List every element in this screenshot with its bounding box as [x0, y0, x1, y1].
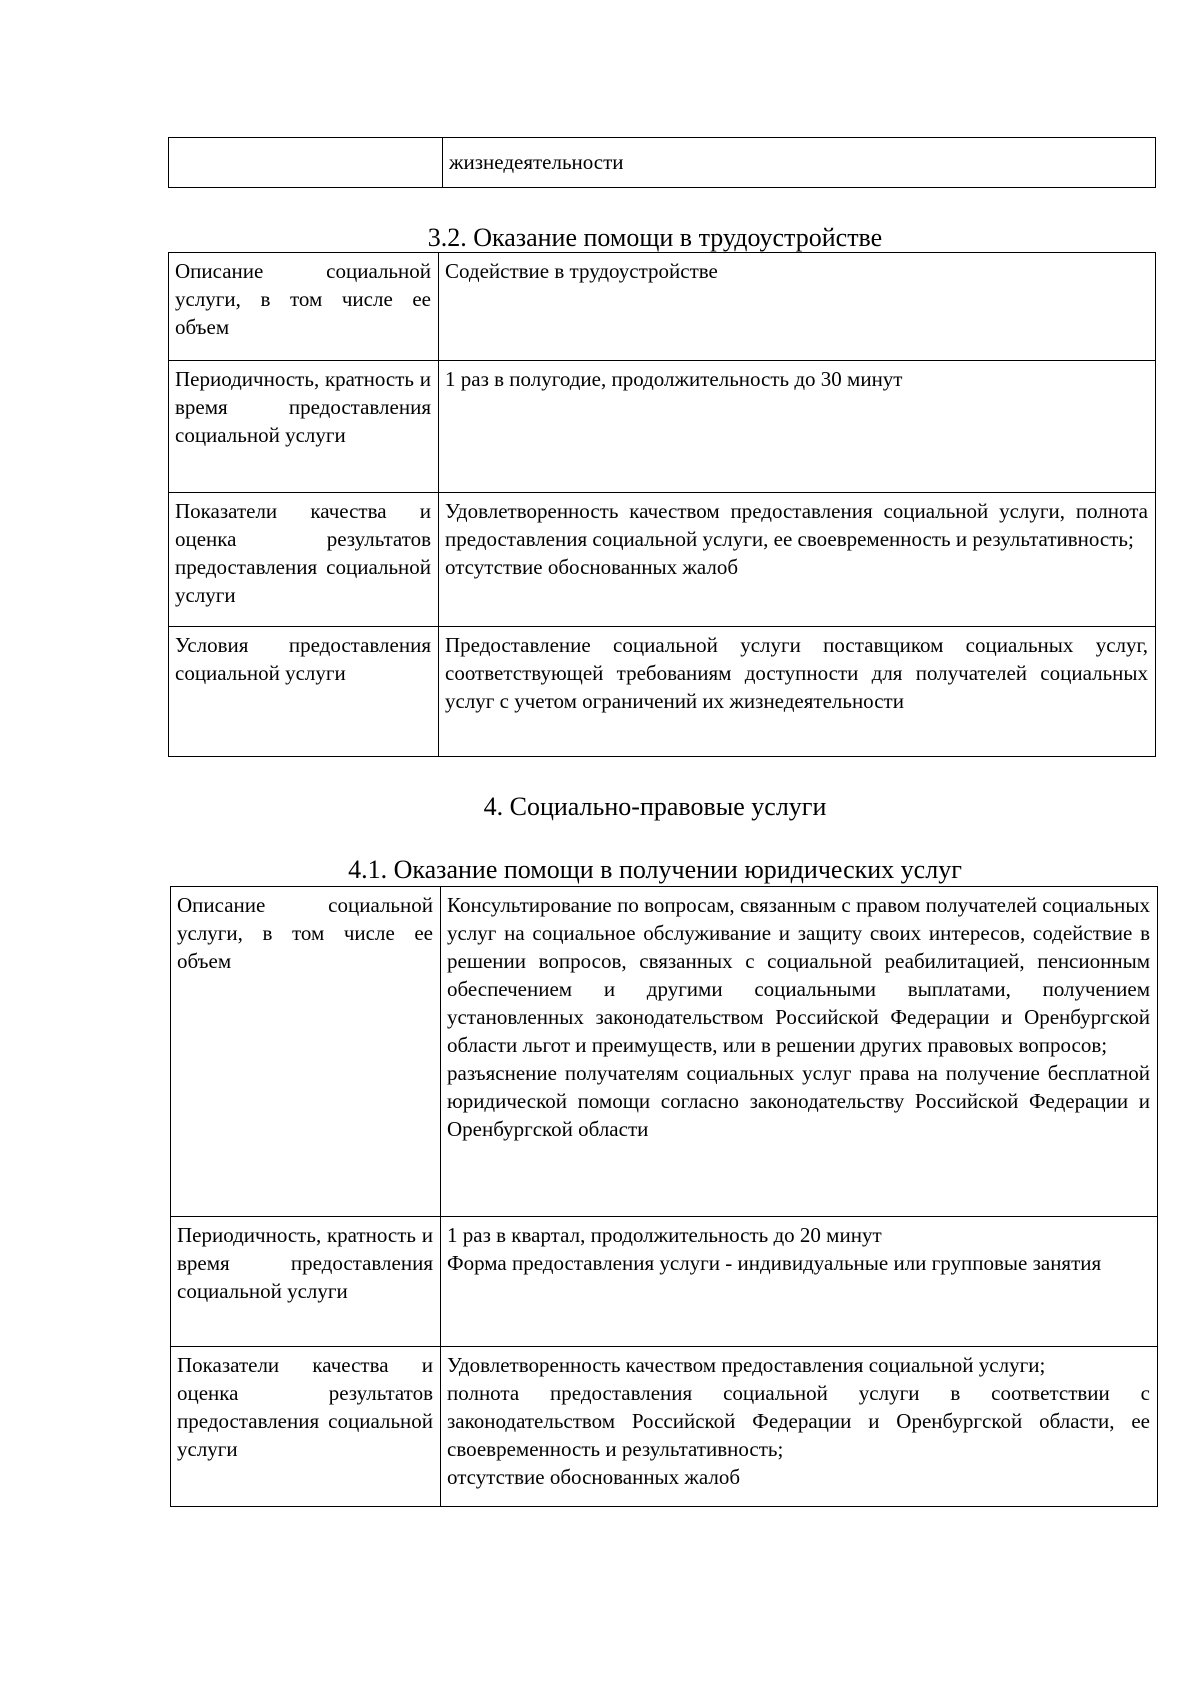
row-label: Периодичность, кратность и время предоставления социальной услуги: [169, 361, 439, 493]
row-label: Условия предоставления социальной услуги: [169, 627, 439, 757]
row-value: 1 раз в квартал, продолжительность до 20 минут Форма предоставления услуги - индивидуальные или групповые занятия: [441, 1217, 1158, 1347]
section-3-2-table: [168, 252, 1156, 757]
row-value: Содействие в трудоустройстве: [439, 253, 1156, 361]
section-4-title: 4. Социально-правовые услуги: [483, 792, 827, 821]
prev-table: [168, 137, 1156, 188]
row-value: Предоставление социальной услуги поставщиком социальных услуг, соответствующей требованиям доступности для получателей социальных услуг с учетом ограничений их жизнедеятельности: [439, 627, 1156, 757]
row-label: Описание социальной услуги, в том числе ее объем: [169, 253, 439, 361]
section-4-1-title: 4.1. Оказание помощи в получении юридических услуг: [348, 855, 962, 884]
prev-table-cell-label: [169, 138, 443, 188]
row-value: Удовлетворенность качеством предоставления социальной услуги, полнота предоставления социальной услуги, ее своевременность и результативность; отсутствие обоснованных жалоб: [439, 493, 1156, 627]
table-row: [171, 1217, 1158, 1347]
table-row: [169, 627, 1156, 757]
table-row: [169, 138, 1156, 188]
row-label: Описание социальной услуги, в том числе ее объем: [171, 887, 441, 1217]
table-row: [169, 361, 1156, 493]
prev-table-cell-value: жизнедеятельности: [443, 138, 1156, 188]
table-row: [169, 493, 1156, 627]
row-value: Консультирование по вопросам, связанным с правом получателей социальных услуг на социальное обслуживание и защиту своих интересов, содействие в решении вопросов, связанных с социальной реабилитацией, пенсионным обеспечением и другими социальными выплатами, получением установленных законодательством Российской Федерации и Оренбургской области льгот и преимуществ, или в решении других правовых вопросов; разъяснение получателям социальных услуг права на получение бесплатной юридической помощи согласно законодательству Российской Федерации и Оренбургской области: [441, 887, 1158, 1217]
section-3-2-title: 3.2. Оказание помощи в трудоустройстве: [427, 223, 883, 252]
row-label: Показатели качества и оценка результатов предоставления социальной услуги: [169, 493, 439, 627]
row-value: 1 раз в полугодие, продолжительность до 30 минут: [439, 361, 1156, 493]
table-row: [171, 1347, 1158, 1507]
row-value: Удовлетворенность качеством предоставления социальной услуги; полнота предоставления социальной услуги в соответствии с законодательством Российской Федерации и Оренбургской области, ее своевременность и результативность; отсутствие обоснованных жалоб: [441, 1347, 1158, 1507]
row-label: Показатели качества и оценка результатов предоставления социальной услуги: [171, 1347, 441, 1507]
row-label: Периодичность, кратность и время предоставления социальной услуги: [171, 1217, 441, 1347]
section-4-1-table: [170, 886, 1158, 1507]
table-row: [171, 887, 1158, 1217]
table-row: [169, 253, 1156, 361]
